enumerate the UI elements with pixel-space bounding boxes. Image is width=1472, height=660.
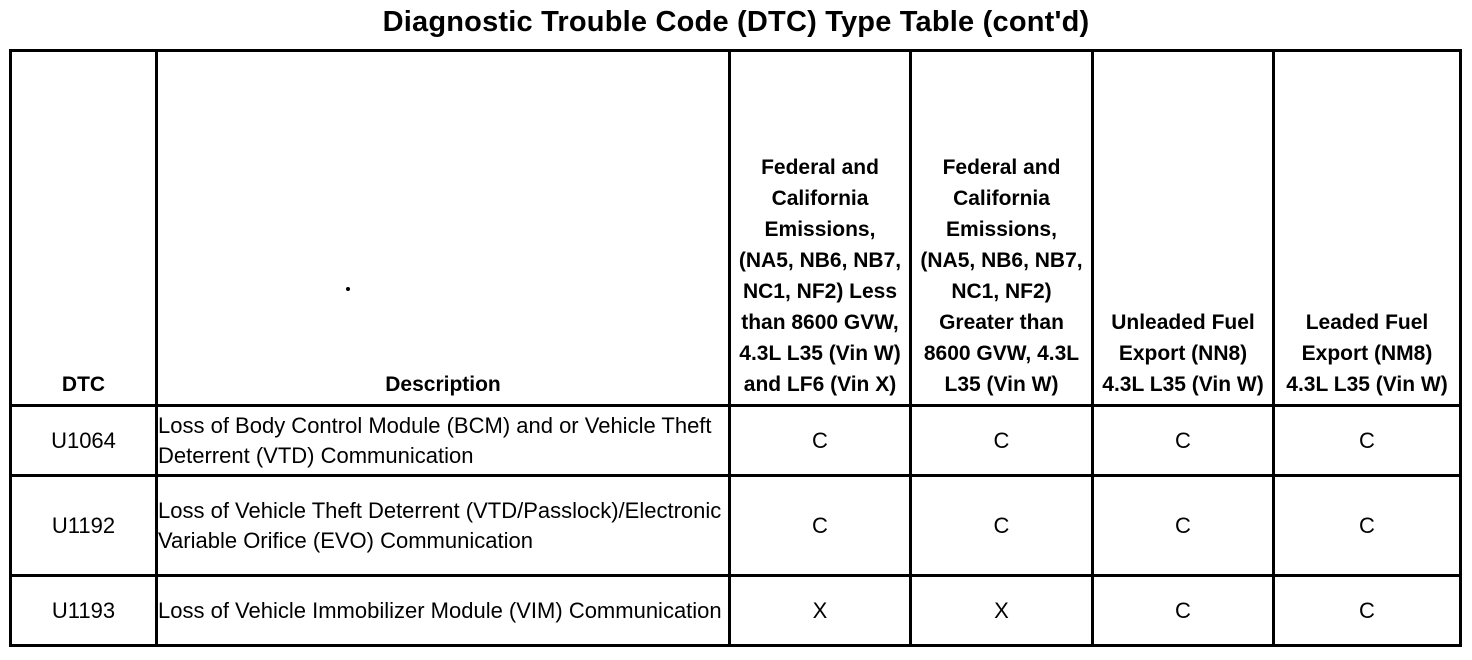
type-cell: C xyxy=(1093,406,1274,476)
table-row xyxy=(11,406,1461,476)
type-cell: C xyxy=(911,476,1093,576)
dtc-description: Loss of Vehicle Immobilizer Module (VIM) Communication xyxy=(157,576,730,646)
column-header-federal-less-than-8600: Federal and California Emissions, (NA5, NB6, NB7, NC1, NF2) Less than 8600 GVW, 4.3L L35 (Vin W) and LF6 (Vin X) xyxy=(730,51,911,406)
column-header-unleaded-fuel-export: Unleaded Fuel Export (NN8) 4.3L L35 (Vin W) xyxy=(1093,51,1274,406)
dtc-code: U1193 xyxy=(11,576,157,646)
column-header-federal-greater-than-8600: Federal and California Emissions, (NA5, NB6, NB7, NC1, NF2) Greater than 8600 GVW, 4.3L L35 (Vin W) xyxy=(911,51,1093,406)
page-title: Diagnostic Trouble Code (DTC) Type Table (cont'd) xyxy=(382,6,1090,38)
type-cell: C xyxy=(1274,476,1461,576)
type-cell: C xyxy=(1274,576,1461,646)
type-cell: C xyxy=(1274,406,1461,476)
dtc-description: Loss of Body Control Module (BCM) and or Vehicle Theft Deterrent (VTD) Communication xyxy=(157,406,730,476)
column-header-description: Description xyxy=(157,51,730,406)
dtc-description: Loss of Vehicle Theft Deterrent (VTD/Passlock)/Electronic Variable Orifice (EVO) Communication xyxy=(157,476,730,576)
type-cell: C xyxy=(730,406,911,476)
table-row xyxy=(11,576,1461,646)
type-cell: C xyxy=(911,406,1093,476)
table-row xyxy=(11,476,1461,576)
dtc-code: U1064 xyxy=(11,406,157,476)
type-cell: X xyxy=(911,576,1093,646)
type-cell: C xyxy=(1093,576,1274,646)
stray-dot-mark xyxy=(346,287,350,291)
dtc-code: U1192 xyxy=(11,476,157,576)
type-cell: C xyxy=(730,476,911,576)
type-cell: C xyxy=(1093,476,1274,576)
dtc-type-table xyxy=(9,49,1462,647)
column-header-dtc: DTC xyxy=(11,51,157,406)
type-cell: X xyxy=(730,576,911,646)
table-header-row xyxy=(11,51,1461,406)
column-header-leaded-fuel-export: Leaded Fuel Export (NM8) 4.3L L35 (Vin W) xyxy=(1274,51,1461,406)
